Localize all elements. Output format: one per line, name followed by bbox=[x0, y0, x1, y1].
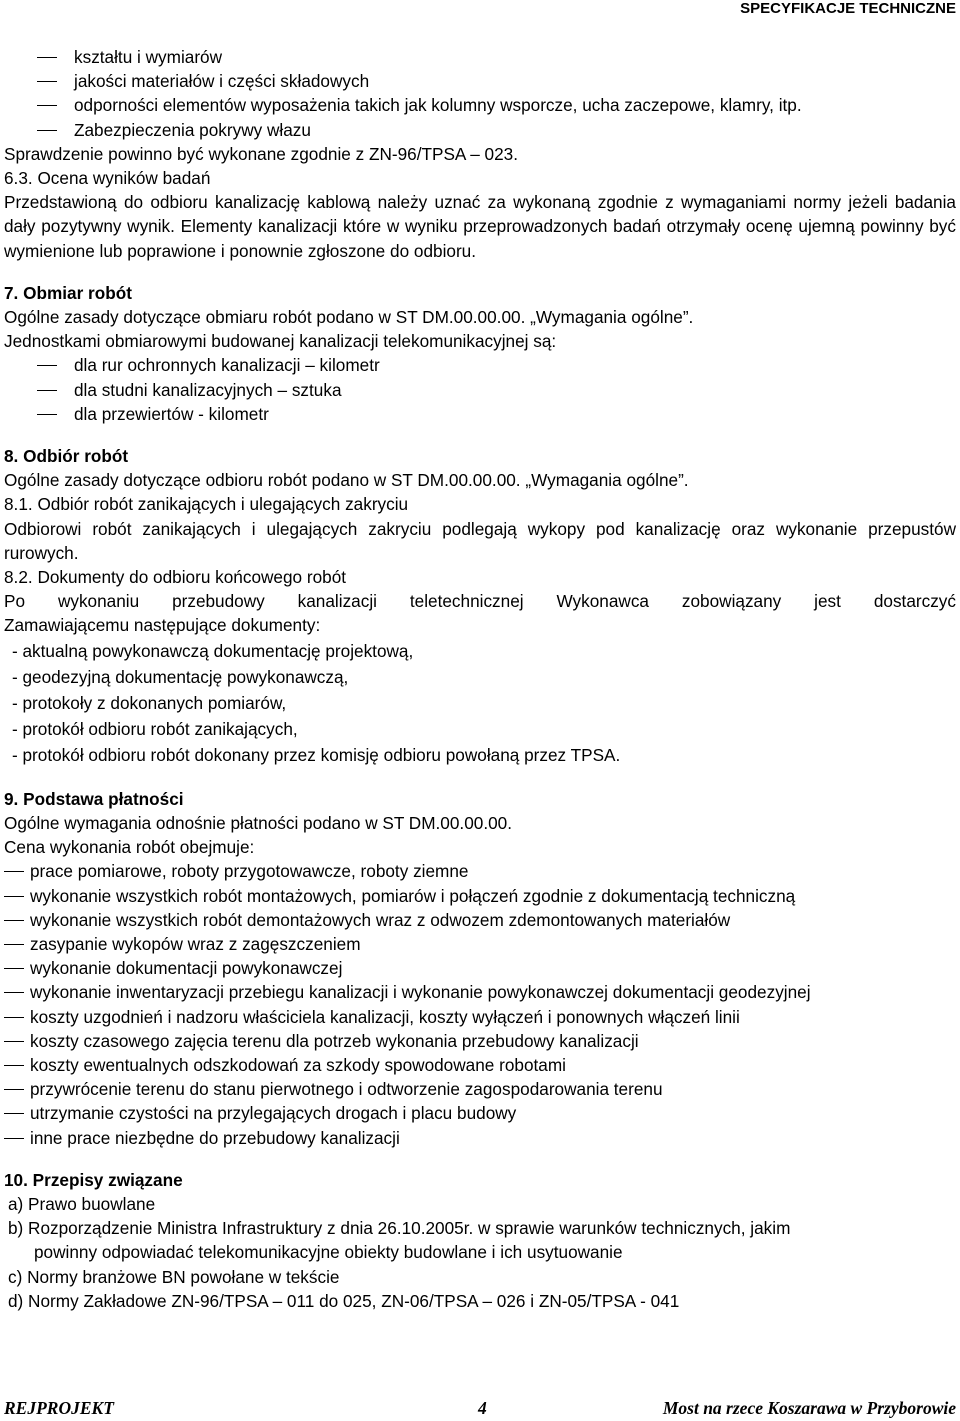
list-item: wykonanie wszystkich robót demontażowych wraz z odwozem zdemontowanych materiałów bbox=[4, 908, 956, 932]
section-7-title: 7. Obmiar robót bbox=[4, 282, 132, 303]
list-item: - aktualną powykonawczą dokumentację projektową, bbox=[12, 640, 414, 661]
page-header-title: SPECYFIKACJE TECHNICZNE bbox=[740, 0, 956, 17]
list-item: koszty ewentualnych odszkodowań za szkody spowodowane robotami bbox=[4, 1053, 956, 1077]
section-8-title: 8. Odbiór robót bbox=[4, 446, 129, 467]
list-item: c) Normy branżowe BN powołane w tekście bbox=[8, 1266, 340, 1287]
list-item: przywrócenie terenu do stanu pierwotnego i odtworzenie zagospodarowania terenu bbox=[4, 1077, 956, 1101]
list-item: koszty czasowego zajęcia terenu dla potrzeb wykonania przebudowy kanalizacji bbox=[4, 1029, 956, 1053]
list-item: inne prace niezbędne do przebudowy kanalizacji bbox=[4, 1126, 956, 1150]
list-item: - protokół odbioru robót dokonany przez komisję odbioru powołaną przez TPSA. bbox=[12, 745, 621, 766]
section-6-3-paragraph: Przedstawioną do odbioru kanalizację kablową należy uznać za wykonaną zgodnie z wymaganiami normy jeżeli badania dały pozytywny wynik. Elementy kanalizacji które w wyniku przeprowadzonych badań otrzymały ocenę ujemną powinny być wymienione lub poprawione i ponownie zgłoszone do odbioru. bbox=[4, 192, 956, 261]
list-item: dla studni kanalizacyjnych – sztuka bbox=[4, 378, 956, 402]
section-8-general: Ogólne zasady dotyczące odbioru robót podano w ST DM.00.00.00. „Wymagania ogólne”. bbox=[4, 470, 689, 491]
list-item bbox=[4, 1216, 956, 1264]
footer-page-number: 4 bbox=[478, 1398, 487, 1418]
section-8-1-paragraph: Odbiorowi robót zanikających i ulegających zakryciu podlegają wykopy pod kanalizację oraz wykonanie przepustów rurowych. bbox=[4, 518, 956, 563]
list-item: - protokoły z dokonanych pomiarów, bbox=[12, 693, 287, 714]
measurement-units-list bbox=[4, 353, 956, 426]
list-item: odporności elementów wyposażenia takich jak kolumny wsporcze, ucha zaczepowe, klamry, itp. bbox=[4, 93, 956, 117]
section-9-title: 9. Podstawa płatności bbox=[4, 788, 184, 809]
list-item: wykonanie dokumentacji powykonawczej bbox=[4, 956, 956, 980]
section-9-price-intro: Cena wykonania robót obejmuje: bbox=[4, 837, 255, 858]
list-item: dla rur ochronnych kanalizacji – kilometr bbox=[4, 353, 956, 377]
list-item: a) Prawo buowlane bbox=[8, 1193, 156, 1214]
list-item: jakości materiałów i części składowych bbox=[4, 69, 956, 93]
section-7-units-intro: Jednostkami obmiarowymi budowanej kanalizacji telekomunikacyjnej są: bbox=[4, 331, 557, 352]
price-scope-list bbox=[4, 859, 956, 1149]
list-item: Zabezpieczenia pokrywy włazu bbox=[4, 118, 956, 142]
section-9-general: Ogólne wymagania odnośnie płatności podano w ST DM.00.00.00. bbox=[4, 812, 512, 833]
check-line: Sprawdzenie powinno być wykonane zgodnie z ZN-96/TPSA – 023. bbox=[4, 143, 519, 164]
list-item-line: b) Rozporządzenie Ministra Infrastruktury z dnia 26.10.2005r. w sprawie warunków technicznych, jakim bbox=[8, 1218, 791, 1239]
section-7-general: Ogólne zasady dotyczące obmiaru robót podano w ST DM.00.00.00. „Wymagania ogólne”. bbox=[4, 307, 694, 328]
list-item: wykonanie wszystkich robót montażowych, pomiarów i połączeń zgodnie z dokumentacją techniczną bbox=[4, 884, 956, 908]
section-8-1-title: 8.1. Odbiór robót zanikających i ulegających zakryciu bbox=[4, 494, 409, 515]
list-item: utrzymanie czystości na przylegających drogach i placu budowy bbox=[4, 1101, 956, 1125]
list-item: koszty uzgodnień i nadzoru właściciela kanalizacji, koszty wyłączeń i ponownych włączeń linii bbox=[4, 1005, 956, 1029]
handover-documents-list bbox=[4, 638, 956, 769]
list-item: wykonanie inwentaryzacji przebiegu kanalizacji i wykonanie powykonawczej dokumentacji geodezyjnej bbox=[4, 980, 956, 1004]
inspection-scope-list bbox=[4, 45, 956, 142]
section-8-2-line-1: Po wykonaniu przebudowy kanalizacji teletechnicznej Wykonawca zobowiązany jest dostarczyć bbox=[4, 591, 956, 612]
list-item: zasypanie wykopów wraz z zagęszczeniem bbox=[4, 932, 956, 956]
footer-project-name: Most na rzece Koszarawa w Przyborowie bbox=[662, 1398, 956, 1418]
list-item: - geodezyjną dokumentację powykonawczą, bbox=[12, 666, 349, 687]
list-item: prace pomiarowe, roboty przygotowawcze, roboty ziemne bbox=[4, 859, 956, 883]
list-item: kształtu i wymiarów bbox=[4, 45, 956, 69]
list-item: d) Normy Zakładowe ZN-96/TPSA – 011 do 025, ZN-06/TPSA – 026 i ZN-05/TPSA - 041 bbox=[8, 1290, 680, 1311]
list-item: dla przewiertów - kilometr bbox=[4, 402, 956, 426]
section-6-3-title: 6.3. Ocena wyników badań bbox=[4, 168, 211, 189]
document-body bbox=[4, 45, 956, 1313]
footer-company: REJPROJEKT bbox=[4, 1398, 114, 1418]
section-8-2-title: 8.2. Dokumenty do odbioru końcowego robót bbox=[4, 567, 347, 588]
page-footer bbox=[4, 1398, 956, 1420]
list-item: - protokół odbioru robót zanikających, bbox=[12, 719, 298, 740]
regulations-list bbox=[4, 1192, 956, 1313]
section-10-title: 10. Przepisy związane bbox=[4, 1169, 183, 1190]
section-8-2-line-2: Zamawiającemu następujące dokumenty: bbox=[4, 615, 321, 636]
list-item-continuation: powinny odpowiadać telekomunikacyjne obiekty budowlane i ich usytuowanie bbox=[34, 1242, 623, 1263]
